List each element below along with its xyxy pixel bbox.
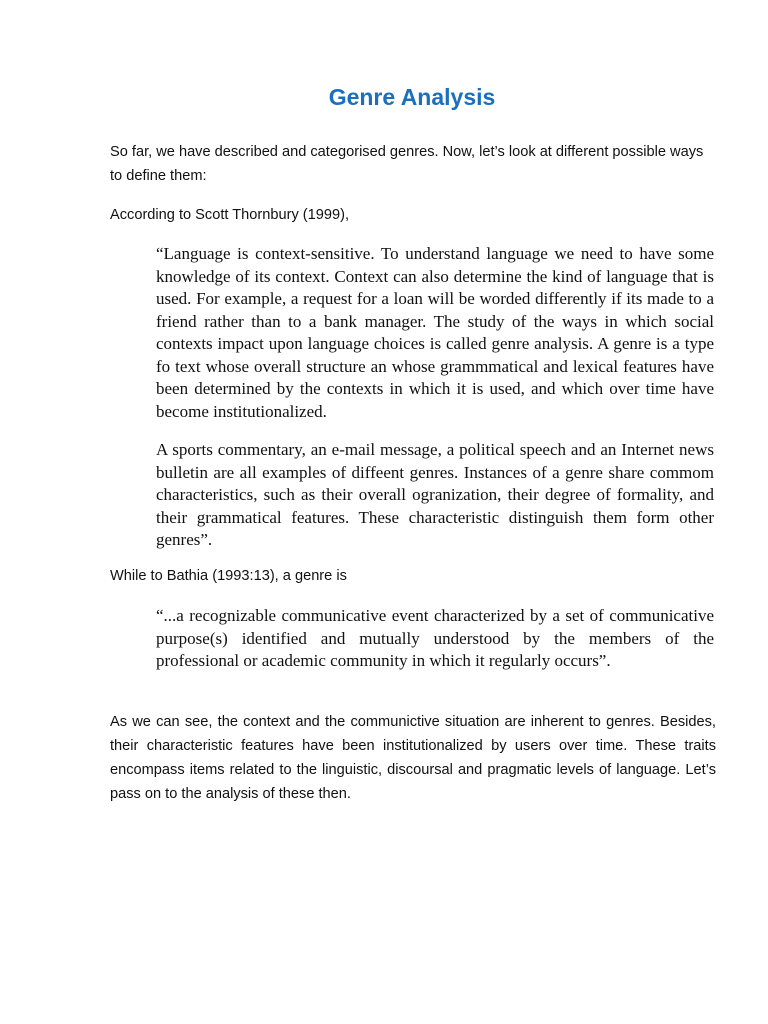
according-to-paragraph: According to Scott Thornbury (1999),: [110, 207, 350, 223]
conclusion-paragraph: As we can see, the context and the communictive situation are inherent to genres. Besides, their characteristic features have been institutionalized by users over time. These traits encompass items related to the linguistic, discoursal and pragmatic levels of language. Let’s pass on to the analysis of these then.: [110, 714, 716, 802]
thornbury-quote-paragraph-2: A sports commentary, an e-mail message, a political speech and an Internet news bulletin are all examples of diffeent genres. Instances of a genre share commom characteristics, such as their overall ogranization, their degree of formality, and their grammatical features. These characteristic distinguish them form other genres”.: [156, 440, 714, 549]
page-title: Genre Analysis: [328, 84, 496, 110]
intro-paragraph: So far, we have described and categorised genres. Now, let’s look at different possible ways to define them:: [110, 144, 704, 184]
while-to-paragraph: While to Bathia (1993:13), a genre is: [110, 568, 347, 584]
thornbury-quote-paragraph-1: “Language is context-sensitive. To understand language we need to have some knowledge of its context. Context can also determine the kind of language that is used. For example, a request for a loan will be worded differently if its made to a friend rather than to a bank manager. The study of the ways in which social contexts impact upon language choices is called genre analysis. A genre is a type fo text whose overall structure an whose grammmatical and lexical features have been determined by the contexts in which it is used, and which over time have become institutionalized.: [156, 244, 714, 421]
bathia-quote-paragraph: “...a recognizable communicative event characterized by a set of communicative purpose(s) identified and mutually understood by the members of the professional or academic community in which it regularly occurs”.: [156, 606, 714, 670]
